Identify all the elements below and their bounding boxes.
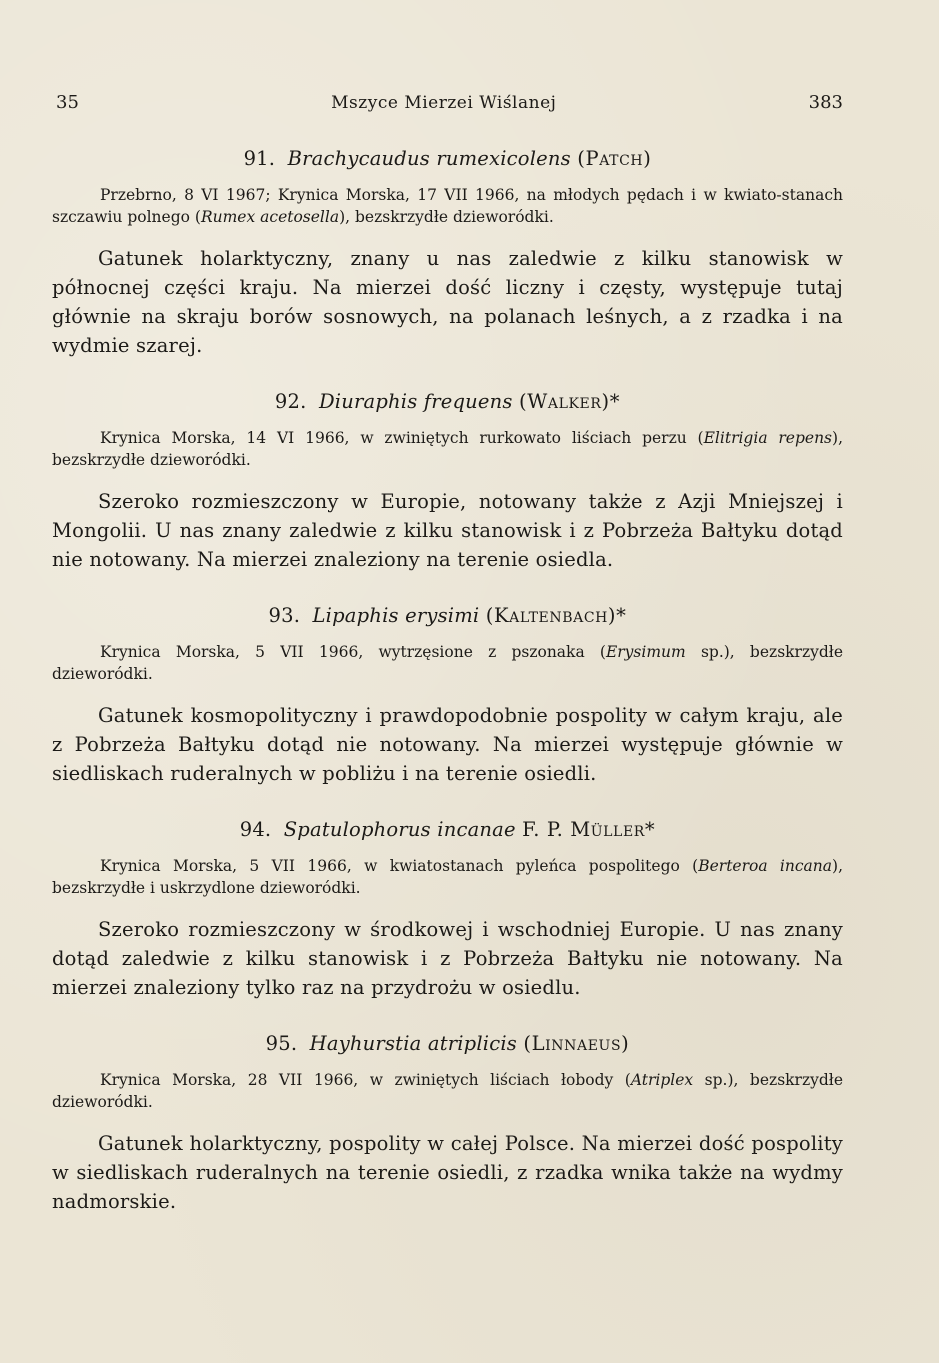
collection-record <box>52 855 843 899</box>
species-remark: Szeroko rozmieszczony w środkowej i wschodniej Europie. U nas znany dotąd zaledwie z kilku stanowisk i z Pobrzeża Bałtyku nie notowany. Na mierzei znaleziony tylko raz na przydrożu w osiedlu. <box>52 918 843 999</box>
running-title: Mszyce Mierzei Wiślanej <box>331 93 557 113</box>
species-heading <box>52 1032 843 1055</box>
species-name: Diuraphis frequens <box>318 390 513 413</box>
species-author: (Walker)* <box>519 390 621 413</box>
record-text: Krynica Morska, 5 VII 1966, w kwiatostanach pyleńca pospolitego ( <box>100 857 699 875</box>
host-plant: Atriplex <box>630 1071 694 1089</box>
record-text: Krynica Morska, 28 VII 1966, w zwiniętych liściach łobody ( <box>100 1071 631 1089</box>
record-text: sp.), bezskrzydłe dzieworódki. <box>52 1071 843 1111</box>
species-author: F. P. Müller* <box>522 818 656 841</box>
host-plant: Erysimum <box>605 643 686 661</box>
species-name: Hayhurstia atriplicis <box>309 1032 518 1055</box>
species-name: Lipaphis erysimi <box>312 604 480 627</box>
collection-record <box>52 427 843 471</box>
species-author: (Patch) <box>577 147 652 170</box>
species-entry-94 <box>52 818 843 1002</box>
species-entry-93 <box>52 604 843 788</box>
species-number: 91. <box>243 147 276 170</box>
record-text: Przebrno, 8 VI 1967; Krynica Morska, 17 VII 1966, na młodych pędach i w kwiato-stanach szczawiu polnego ( <box>52 186 843 226</box>
species-author: (Kaltenbach)* <box>485 604 627 627</box>
host-plant: Rumex acetosella <box>200 208 340 226</box>
page-number-left: 35 <box>56 92 79 113</box>
collection-record <box>52 641 843 685</box>
collection-record <box>52 184 843 228</box>
record-text: ), bezskrzydłe dzieworódki. <box>339 208 554 226</box>
species-number: 93. <box>268 604 301 627</box>
record-text: sp.), bezskrzydłe dzieworódki. <box>52 643 843 683</box>
species-heading <box>52 604 843 627</box>
collection-record <box>52 1069 843 1113</box>
species-author: (Linnaeus) <box>523 1032 630 1055</box>
species-heading <box>52 818 843 841</box>
species-entry-92 <box>52 390 843 574</box>
species-name: Spatulophorus incanae <box>283 818 516 841</box>
species-remark: Gatunek kosmopolityczny i prawdopodobnie pospolity w całym kraju, ale z Pobrzeża Bałtyku dotąd nie notowany. Na mierzei występuje głównie w siedliskach ruderalnych w pobliżu i na terenie osiedli. <box>52 704 843 785</box>
species-number: 92. <box>274 390 307 413</box>
record-text: Krynica Morska, 14 VI 1966, w zwiniętych rurkowato liściach perzu ( <box>100 429 704 447</box>
species-remark: Gatunek holarktyczny, znany u nas zaledwie z kilku stanowisk w północnej części kraju. Na mierzei dość liczny i częsty, występuje tutaj głównie na skraju borów sosnowych, na polanach leśnych, a z rzadka i na wydmie szarej. <box>52 247 843 357</box>
page-number-right: 383 <box>808 92 843 113</box>
species-entry-91 <box>52 147 843 360</box>
host-plant: Elitrigia repens <box>703 429 833 447</box>
species-remark: Gatunek holarktyczny, pospolity w całej Polsce. Na mierzei dość pospolity w siedliskach ruderalnych na terenie osiedli, z rzadka wnika także na wydmy nadmorskie. <box>52 1132 843 1213</box>
species-number: 95. <box>265 1032 298 1055</box>
species-remark: Szeroko rozmieszczony w Europie, notowany także z Azji Mniejszej i Mongolii. U nas znany zaledwie z kilku stanowisk i z Pobrzeża Bałtyku dotąd nie notowany. Na mierzei znaleziony na terenie osiedla. <box>52 490 843 571</box>
species-heading <box>52 147 843 170</box>
species-number: 94. <box>239 818 272 841</box>
record-text: Krynica Morska, 5 VII 1966, wytrzęsione z pszonaka ( <box>100 643 606 661</box>
species-name: Brachycaudus rumexicolens <box>287 147 571 170</box>
species-heading <box>52 390 843 413</box>
host-plant: Berteroa incana <box>698 857 833 875</box>
species-entry-95 <box>52 1032 843 1216</box>
running-head <box>52 92 843 113</box>
record-text: ), bezskrzydłe i uskrzydlone dzieworódki. <box>52 857 843 897</box>
record-text: ), bezskrzydłe dzieworódki. <box>52 429 843 469</box>
